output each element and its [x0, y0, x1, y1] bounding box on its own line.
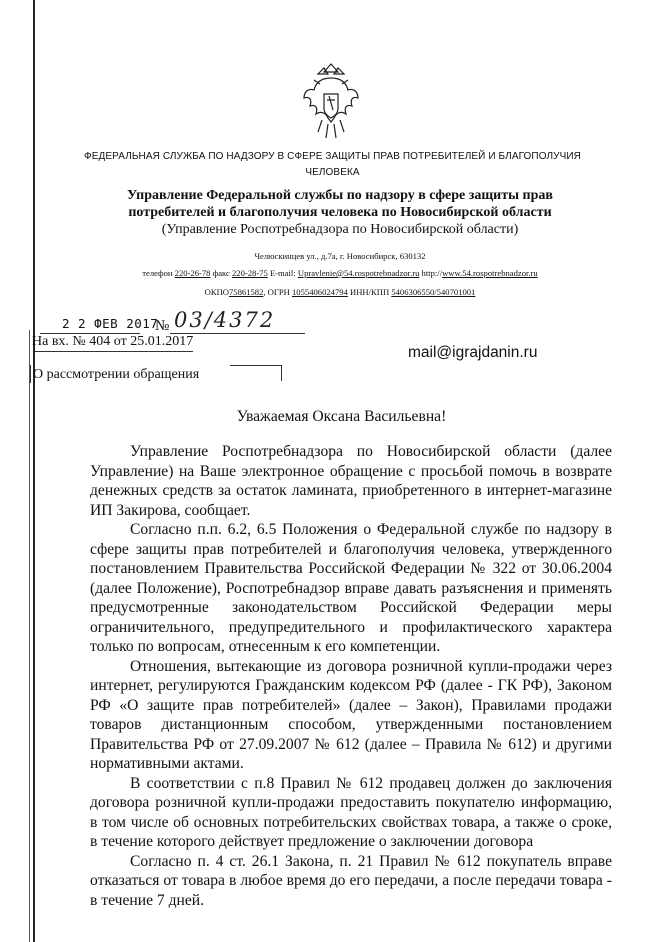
- agency-name: ФЕДЕРАЛЬНАЯ СЛУЖБА ПО НАДЗОРУ В СФЕРЕ ЗАЩИТЫ ПРАВ ПОТРЕБИТЕЛЕЙ И БЛАГОПОЛУЧИЯ: [84, 151, 581, 162]
- coat-of-arms-emblem: [300, 60, 362, 148]
- number-label: №: [155, 318, 170, 334]
- date-stamp: 2 2 ФЕВ 2017: [62, 316, 159, 331]
- scan-edge-line: [33, 0, 35, 942]
- org-title-line2: потребителей и благополучия человека по Новосибирской области: [128, 205, 552, 220]
- org-title-line3: (Управление Роспотребнадзора по Новосибирской области): [161, 222, 519, 237]
- subject-bracket-top: [230, 365, 282, 366]
- recipient-email: mail@igrajdanin.ru: [408, 344, 538, 361]
- contact-line: телефон 220-26-78 факс 220-28-75 E-mail: Upravlenie@54.rospotrebnadzor.ru http://www.54.rospotrebnadzor.ru: [142, 268, 538, 278]
- paragraph: Отношения, вытекающие из договора розничной купли-продажи через интернет, регулируются Гражданским кодексом РФ (далее - ГК РФ), Законом РФ «О защите прав потребителей» (далее – Закон), Правилами продажи товаров дистанционным способом, утвержденными постановлением Правительства РФ от 27.09.2007 № 612 (далее – Правила № 612) и другими нормативными актами.: [90, 657, 612, 772]
- subject-line: О рассмотрении обращения: [33, 367, 200, 382]
- subject-bracket-right: [281, 365, 282, 381]
- registry-codes: ОКПО75861582, ОГРН 1055406024794 ИНН/КПП 5406306550/540701001: [204, 287, 476, 297]
- paragraph: Управление Роспотребнадзора по Новосибирской области (далее Управление) на Ваше электронное обращение с просьбой помочь в возврате денежных средств за остаток ламината, приобретенного в интернет-магазине ИП Закирова, сообщает.: [90, 443, 612, 519]
- letter-body: [90, 442, 612, 910]
- website-link[interactable]: www.54.rospotrebnadzor.ru: [442, 268, 538, 278]
- org-title-line1: Управление Федеральной службы по надзору в сфере защиты прав: [127, 188, 553, 203]
- email-link[interactable]: Upravlenie@54.rospotrebnadzor.ru: [297, 268, 420, 278]
- agency-name-line2: ЧЕЛОВЕКА: [305, 167, 360, 178]
- paragraph: Согласно п.п. 6.2, 6.5 Положения о Федеральной службе по надзору в сфере защиты прав потребителей и благополучия человека, утвержденного постановлением Правительства Российской Федерации № 322 от 30.06.2004 (далее Положение), Роспотребнадзор вправе давать разъяснения и применять предусмотренные законодательством Российской Федерации меры ограничительного, предупредительного и профилактического характера только по вопросам, отнесенным к его компетенции.: [90, 521, 612, 655]
- org-address: Челюскинцев ул., д.7а, г. Новосибирск, 630132: [254, 251, 426, 261]
- subject-bracket-left: [30, 365, 31, 383]
- incoming-reference: На вх. № 404 от 25.01.2017: [32, 334, 194, 349]
- paragraph: Согласно п. 4 ст. 26.1 Закона, п. 21 Правил № 612 покупатель вправе отказаться от товара в любое время до его передачи, а после передачи товара - в течение 7 дней.: [90, 852, 612, 909]
- salutation: Уважаемая Оксана Васильевна!: [236, 408, 447, 425]
- incoming-underline: [35, 351, 193, 352]
- outgoing-number-handwritten: 03/4372: [174, 308, 276, 332]
- paragraph: В соответствии с п.8 Правил № 612 продавец должен до заключения договора розничной купли-продажи предоставить покупателю информацию, в том числе об основных потребительских свойствах товара, а также о сроке, в течение которого действует предложение о заключении договора: [90, 774, 612, 850]
